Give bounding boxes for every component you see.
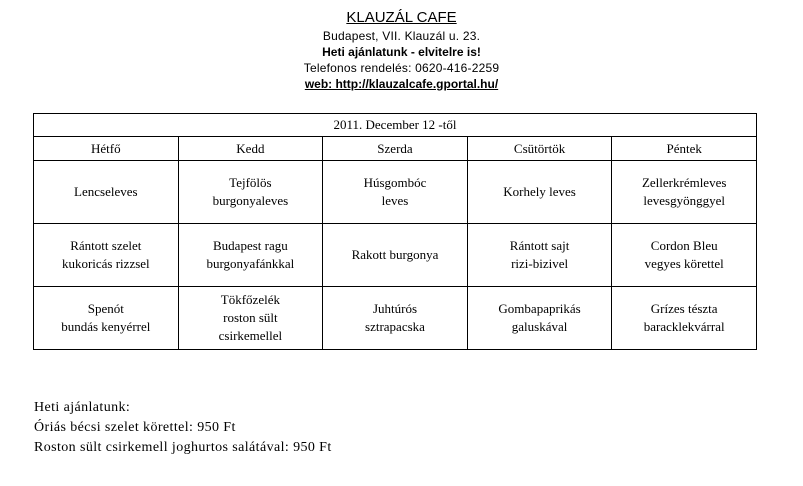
dish-row-soups (34, 161, 757, 224)
offer-item: Óriás bécsi szelet körettel: 950 Ft (34, 420, 236, 435)
offer-item: Roston sült csirkemell joghurtos salátával: 950 Ft (34, 440, 332, 455)
dish-cell (323, 287, 468, 350)
dish-line: Budapest ragu (213, 238, 288, 253)
day-header: Péntek (612, 137, 757, 161)
dish-line: csirkemellel (218, 328, 283, 343)
dish-cell (34, 224, 179, 287)
dish-line: roston sült (223, 310, 278, 325)
dish-line: Tejfölös (229, 175, 272, 190)
dish-row-mains-2 (34, 287, 757, 350)
dish-line: kukoricás rizzsel (61, 256, 150, 271)
day-header: Hétfő (34, 137, 179, 161)
dish-line: levesgyönggyel (643, 193, 725, 208)
dish-cell (178, 161, 323, 224)
dish-line: Juhtúrós (372, 301, 418, 316)
dish-cell (612, 287, 757, 350)
dish-cell (323, 161, 468, 224)
dish-line: Cordon Bleu (650, 238, 718, 253)
dish-line: Zellerkrémleves (641, 175, 727, 190)
dish-line: Gombapaprikás (498, 301, 581, 316)
dish-line: sztrapacska (365, 319, 425, 334)
dish-cell (34, 287, 179, 350)
dish-cell (467, 224, 612, 287)
dish-line: vegyes körettel (644, 256, 724, 271)
dish-cell (612, 161, 757, 224)
dish-cell (34, 161, 179, 224)
day-header: Csütörtök (467, 137, 612, 161)
phone-order-line: Telefonos rendelés: 0620-416-2259 (303, 61, 500, 75)
dish-line: Rántott szelet (70, 238, 142, 253)
cafe-address: Budapest, VII. Klauzál u. 23. (322, 29, 481, 43)
dish-cell (467, 287, 612, 350)
weekly-tagline: Heti ajánlatunk - elvitelre is! (322, 45, 481, 59)
dish-cell (323, 224, 468, 287)
dish-line: Rakott burgonya (351, 247, 439, 262)
dish-line: galuskával (511, 319, 568, 334)
website-link[interactable]: web: http://klauzalcafe.gportal.hu/ (304, 77, 499, 91)
weekly-menu-table (33, 113, 757, 350)
dish-line: Rántott sajt (509, 238, 570, 253)
dish-line: baracklekvárral (643, 319, 725, 334)
dish-line: Spenót (87, 301, 124, 316)
menu-header (0, 8, 803, 92)
day-header: Kedd (178, 137, 323, 161)
day-header-row (34, 137, 757, 161)
cafe-title: KLAUZÁL CAFE (346, 9, 457, 26)
date-row (34, 114, 757, 137)
weekly-offers (34, 398, 332, 458)
dish-line: Grízes tészta (650, 301, 718, 316)
dish-cell (467, 161, 612, 224)
dish-line: Húsgombóc (363, 175, 427, 190)
dish-line: Korhely leves (503, 184, 576, 199)
dish-line: Lencseleves (74, 184, 138, 199)
dish-cell (178, 287, 323, 350)
dish-line: burgonyafánkkal (206, 256, 295, 271)
day-header: Szerda (323, 137, 468, 161)
dish-line: rizi-bizivel (511, 256, 569, 271)
dish-line: Tökfőzelék (220, 292, 280, 307)
dish-row-mains-1 (34, 224, 757, 287)
dish-line: leves (381, 193, 409, 208)
menu-date: 2011. December 12 -től (34, 114, 757, 137)
offers-heading: Heti ajánlatunk: (34, 400, 131, 415)
dish-cell (612, 224, 757, 287)
dish-cell (178, 224, 323, 287)
dish-line: bundás kenyérrel (61, 319, 151, 334)
dish-line: burgonyaleves (212, 193, 289, 208)
